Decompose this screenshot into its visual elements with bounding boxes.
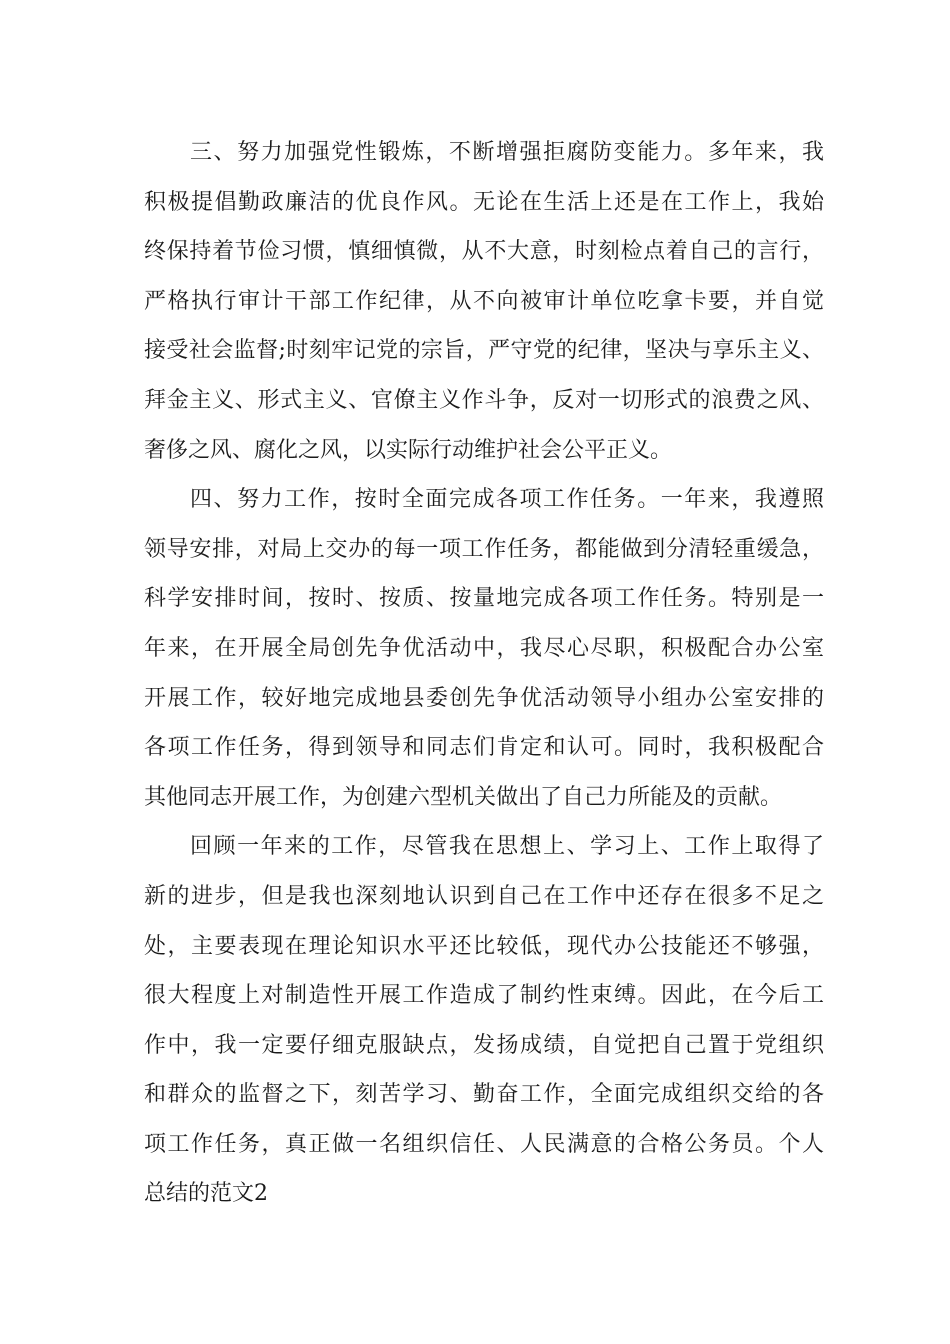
text-line: 严格执行审计干部工作纪律，从不向被审计单位吃拿卡要，并自觉 (144, 288, 824, 314)
text-line: 领导安排，对局上交办的每一项工作任务，都能做到分清轻重缓急， (144, 536, 824, 562)
text-line: 奢侈之风、腐化之风，以实际行动维护社会公平正义。 (144, 437, 673, 463)
text-line: 作中，我一定要仔细克服缺点，发扬成绩，自觉把自己置于党组织 (144, 1032, 824, 1058)
text-line: 拜金主义、形式主义、官僚主义作斗争，反对一切形式的浪费之风、 (144, 387, 824, 413)
text-line: 总结的范文2 (144, 1181, 268, 1207)
text-line: 项工作任务，真正做一名组织信任、人民满意的合格公务员。个人 (144, 1131, 824, 1157)
text-line: 接受社会监督;时刻牢记党的宗旨，严守党的纪律，坚决与享乐主义、 (144, 338, 824, 364)
text-line: 和群众的监督之下，刻苦学习、勤奋工作，全面完成组织交给的各 (144, 1082, 824, 1108)
text-line: 终保持着节俭习惯，慎细慎微，从不大意，时刻检点着自己的言行， (144, 239, 824, 265)
text-line: 新的进步，但是我也深刻地认识到自己在工作中还存在很多不足之 (144, 883, 824, 909)
text-line: 积极提倡勤政廉洁的优良作风。无论在生活上还是在工作上，我始 (144, 189, 824, 215)
text-line: 回顾一年来的工作，尽管我在思想上、学习上、工作上取得了 (190, 834, 824, 860)
document-body (144, 128, 824, 1219)
text-line: 四、努力工作，按时全面完成各项工作任务。一年来，我遵照 (190, 487, 824, 513)
text-line: 年来，在开展全局创先争优活动中，我尽心尽职，积极配合办公室 (144, 635, 824, 661)
text-line: 开展工作，较好地完成地县委创先争优活动领导小组办公室安排的 (144, 685, 824, 711)
text-line: 很大程度上对制造性开展工作造成了制约性束缚。因此，在今后工 (144, 983, 824, 1009)
text-line: 科学安排时间，按时、按质、按量地完成各项工作任务。特别是一 (144, 586, 824, 612)
text-line: 其他同志开展工作，为创建六型机关做出了自己力所能及的贡献。 (144, 784, 783, 810)
text-line: 各项工作任务，得到领导和同志们肯定和认可。同时，我积极配合 (144, 735, 824, 761)
text-line: 三、努力加强党性锻炼，不断增强拒腐防变能力。多年来，我 (190, 140, 824, 165)
text-line: 处，主要表现在理论知识水平还比较低，现代办公技能还不够强， (144, 933, 824, 959)
